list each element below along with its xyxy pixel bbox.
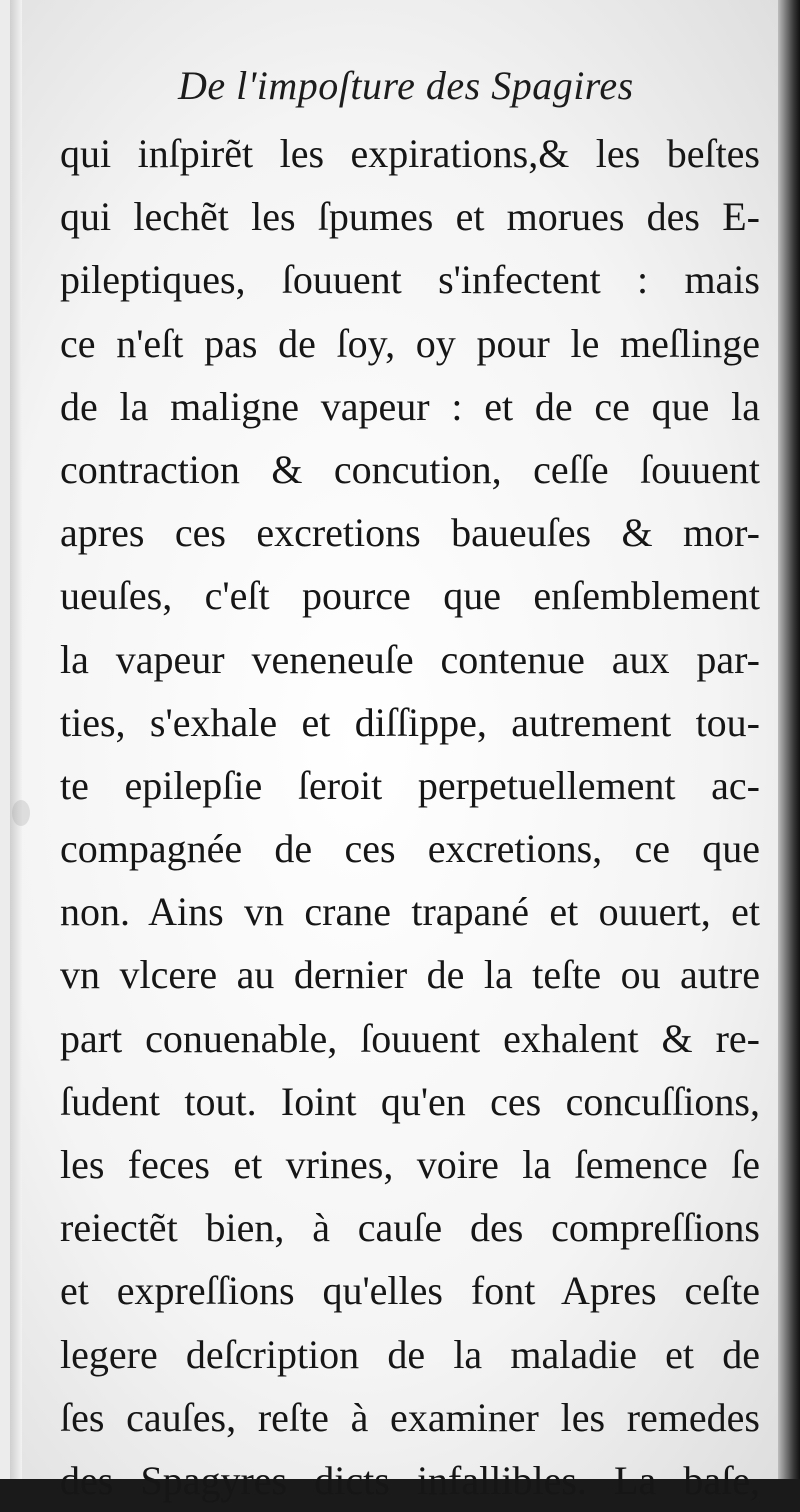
text-line: ſes cauſes, reſte à examiner les remedes (60, 1394, 760, 1440)
text-line: compagnée de ces excretions, ce que (60, 826, 760, 872)
text-line: vn vlcere au dernier de la teſte ou autre (60, 952, 760, 998)
text-line: qui inſpirẽt les expirations,& les beſtes (60, 131, 760, 176)
text-line: la vapeur veneneuſe contenue aux par- (60, 636, 760, 682)
text-line: ties, s'exhale et diſſippe, autrement tou- (60, 699, 760, 745)
text-line: de la maligne vapeur : et de ce que la (60, 383, 760, 429)
text-line: part conuenable, ſouuent exhalent & re- (60, 1015, 760, 1061)
body-text (60, 122, 760, 1512)
page-left-edge (10, 0, 22, 1479)
paper-sheet (10, 0, 780, 1503)
text-line: apres ces excretions baueuſes & mor- (60, 510, 760, 556)
text-line: qui lechẽt les ſpumes et morues des E- (60, 194, 760, 240)
text-line: ce n'eſt pas de ſoy, oy pour le meſlinge (60, 320, 760, 366)
text-line: des Spagyres dicts infallibles. La baſe, (60, 1457, 760, 1503)
text-line: legere deſcription de la maladie et de (60, 1331, 760, 1377)
text-line: ueuſes, c'eſt pource que enſemblement (60, 573, 760, 619)
book-gutter-shadow (778, 0, 800, 1479)
text-line: non. Ains vn crane trapané et ouuert, et (60, 889, 760, 935)
text-line: reiectẽt bien, à cauſe des compreſſions (60, 1205, 760, 1251)
text-line: te epilepſie ſeroit perpetuellement ac- (60, 762, 760, 808)
foxing-spot (12, 800, 30, 826)
text-line: contraction & concution, ceſſe ſouuent (60, 446, 760, 492)
running-head: De l'impoſture des Spagires (178, 63, 634, 108)
text-line: ſudent tout. Ioint qu'en ces concuſſions, (60, 1078, 760, 1124)
text-line: pileptiques, ſouuent s'infectent : mais (60, 257, 760, 303)
text-line: les feces et vrines, voire la ſemence ſe (60, 1142, 760, 1187)
text-line: et expreſſions qu'elles font Apres ceſte (60, 1268, 760, 1314)
